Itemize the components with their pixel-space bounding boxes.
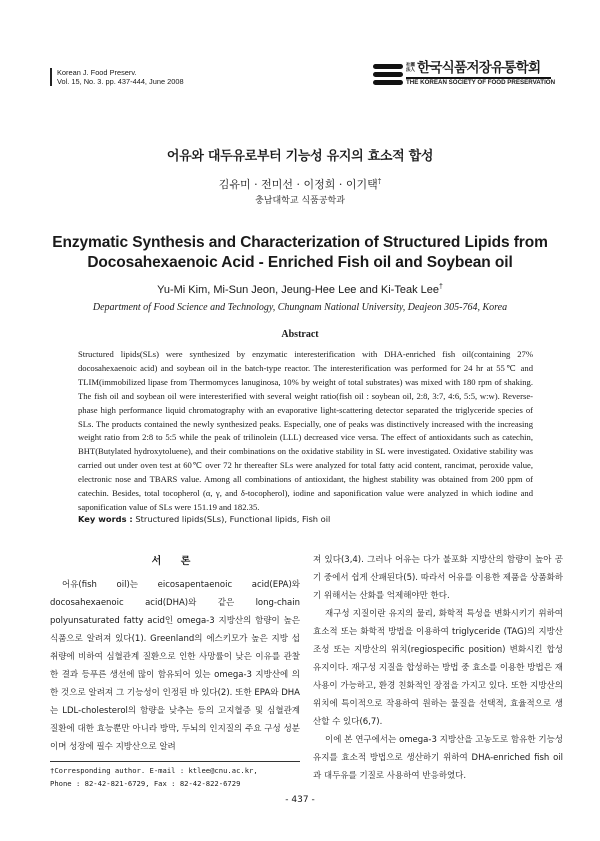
- affiliation-korean: 충남대학교 식품공학과: [255, 196, 345, 206]
- footnote-divider: [50, 761, 300, 762]
- intro-column-right: [313, 551, 563, 785]
- title-korean: 어유와 대두유로부터 기능성 유지의 효소적 합성: [166, 149, 434, 164]
- authors-english: Yu-Mi Kim, Mi-Sun Jeon, Jeung-Hee Lee and Ki-Teak Lee†: [157, 283, 443, 296]
- journal-reference: [50, 68, 184, 86]
- keywords-text: Structured lipids(SLs), Functional lipids, Fish oil: [135, 514, 331, 524]
- intro-paragraph-left: 어유(fish oil)는 eicosapentaenoic acid(EPA)와 docosahexaenoic acid(DHA)와 같은 long-chain polyunsaturated fatty acid인 omega-3 지방산의 함량이 높은 식품으로 알려져 있다(1). Greenland의 에스키모가 높은 지방 섭취량에 비하여 심혈관계 질환으로 인한 사망률이 낮은 이유를 관찰한 결과 등푸른 생선에 많이 함유되어 있는 omega-3 지방산에 의한 것으로 알려져 그 기능성이 인정된 바 있다(2). 또한 EPA와 DHA는 LDL-cholesterol의 함량을 낮추는 등의 고지혈증 및 심혈관계 질환에 대한 효능뿐만 아니라 방막, 두뇌의 인지질의 주요 구성 성분이며 성장에 필수 지방산으로 알려: [50, 580, 300, 752]
- corresponding-mark: †: [438, 283, 443, 291]
- society-small-label: 社團法人: [406, 63, 415, 73]
- abstract-heading: Abstract: [281, 329, 319, 340]
- society-logo-icon: [373, 62, 403, 88]
- footnote: [50, 764, 258, 790]
- society-header: [373, 60, 556, 90]
- abstract-body: Structured lipids(SLs) were synthesized by enzymatic interesterification with DHA-enriched fish oil(containing 27% docosahexaenoic acid) and soybean oil in the batch-type reactor. The interesterification was performed for 24 hr at 55℃ and TLIM(immobilized lipase from Thermomyces lanuginosa, 10% by weight of total substrates) was mixed with 180 rpm of shaking. The fish oil and soybean oil were interesterified with several weight ratio(fish oil : soybean oil, 2:8, 3:7, 4:6, 5:5, w:w). Reverse-phase high performance liquid chromatography with an evaporative light-scattering detector separated the triglyceride species of SLs. The products contained the newly synthesized peaks. Especially, one of peaks was distinctively increased with the increasing weight ratio from 2:8 to 5:5 while the peak of trilinolein (LLL) decreased vice versa. The effect of antioxidants such as catechin, BHT(Butylated hydroxytoluene), and their combinations on the oxidative stability in SL were investigated. Oxidative stability was carried out under oven test at 60℃ over 72 hr thereafter SLs were analyzed for total fatty acid content, rancimat, peroxide value, electronic nose and TBARS value. Among all combinations of antioxidant, the highest stability was obtained from 200 ppm of catechin. Besides, total tocopherol (α, γ, and δ-tocopherol), iodine and saponification value were analyzed in which iodine and saponification value of SLs were 151.19 and 182.35.: [78, 349, 533, 512]
- society-name-ko: 한국식품저장유통학회: [417, 60, 541, 76]
- section-heading-introduction: 서 론: [151, 556, 199, 567]
- keywords: [78, 514, 330, 524]
- footnote-email: †Corresponding author. E-mail : ktlee@cnu.ac.kr,: [50, 766, 258, 775]
- corresponding-mark: †: [377, 177, 382, 186]
- title-english-line1: Enzymatic Synthesis and Characterization of Structured Lipids from: [52, 234, 548, 251]
- footnote-phone: Phone : 82-42-821-6729, Fax : 82-42-822-6729: [50, 779, 241, 788]
- journal-volume: Vol. 15, No. 3. pp. 437-444, June 2008: [57, 77, 184, 86]
- journal-name: Korean J. Food Preserv.: [57, 68, 137, 77]
- intro-paragraph: 져 있다(3,4). 그러나 어유는 다가 불포화 지방산의 함량이 높아 공기 중에서 쉽게 산패된다(5). 따라서 어유를 이용한 제품을 상품화하기 위해서는 산화를 억제해야만 한다.: [313, 555, 563, 601]
- society-name-en: THE KOREAN SOCIETY OF FOOD PRESERVATION: [406, 79, 556, 86]
- keywords-label: Key words :: [78, 514, 133, 524]
- page-number: - 437 -: [285, 795, 315, 805]
- authors-korean: 김유미 · 전미선 · 이정희 · 이기택†: [218, 177, 382, 191]
- intro-paragraph: 재구성 지질이란 유지의 물리, 화학적 특성을 변화시키기 위하여 효소적 또는 화학적 방법을 이용하여 triglyceride (TAG)의 지방산 조성 또는 지방산의 위치(regiospecific position) 변화시킨 합성 유지이다. 재구성 지질을 합성하는 방법 중 효소를 이용한 방법은 재사용이 가능하고, 환경 친화적인 장점을 가지고 있다. 또한 지방산의 위치에 특이적으로 작용하여 원하는 물질을 선택적, 효율적으로 생산할 수 있다(6,7).: [313, 609, 563, 727]
- intro-paragraph: 이에 본 연구에서는 omega-3 지방산을 고농도로 함유한 기능성 유지를 효소적 방법으로 생산하기 위하여 DHA-enriched fish oil과 대두유를 기질로 사용하여 반응하였다.: [313, 735, 563, 781]
- affiliation-english: Department of Food Science and Technology, Chungnam National University, Deajeon 305-764, Korea: [92, 302, 508, 313]
- title-english-line2: Docosahexaenoic Acid - Enriched Fish oil and Soybean oil: [87, 254, 513, 271]
